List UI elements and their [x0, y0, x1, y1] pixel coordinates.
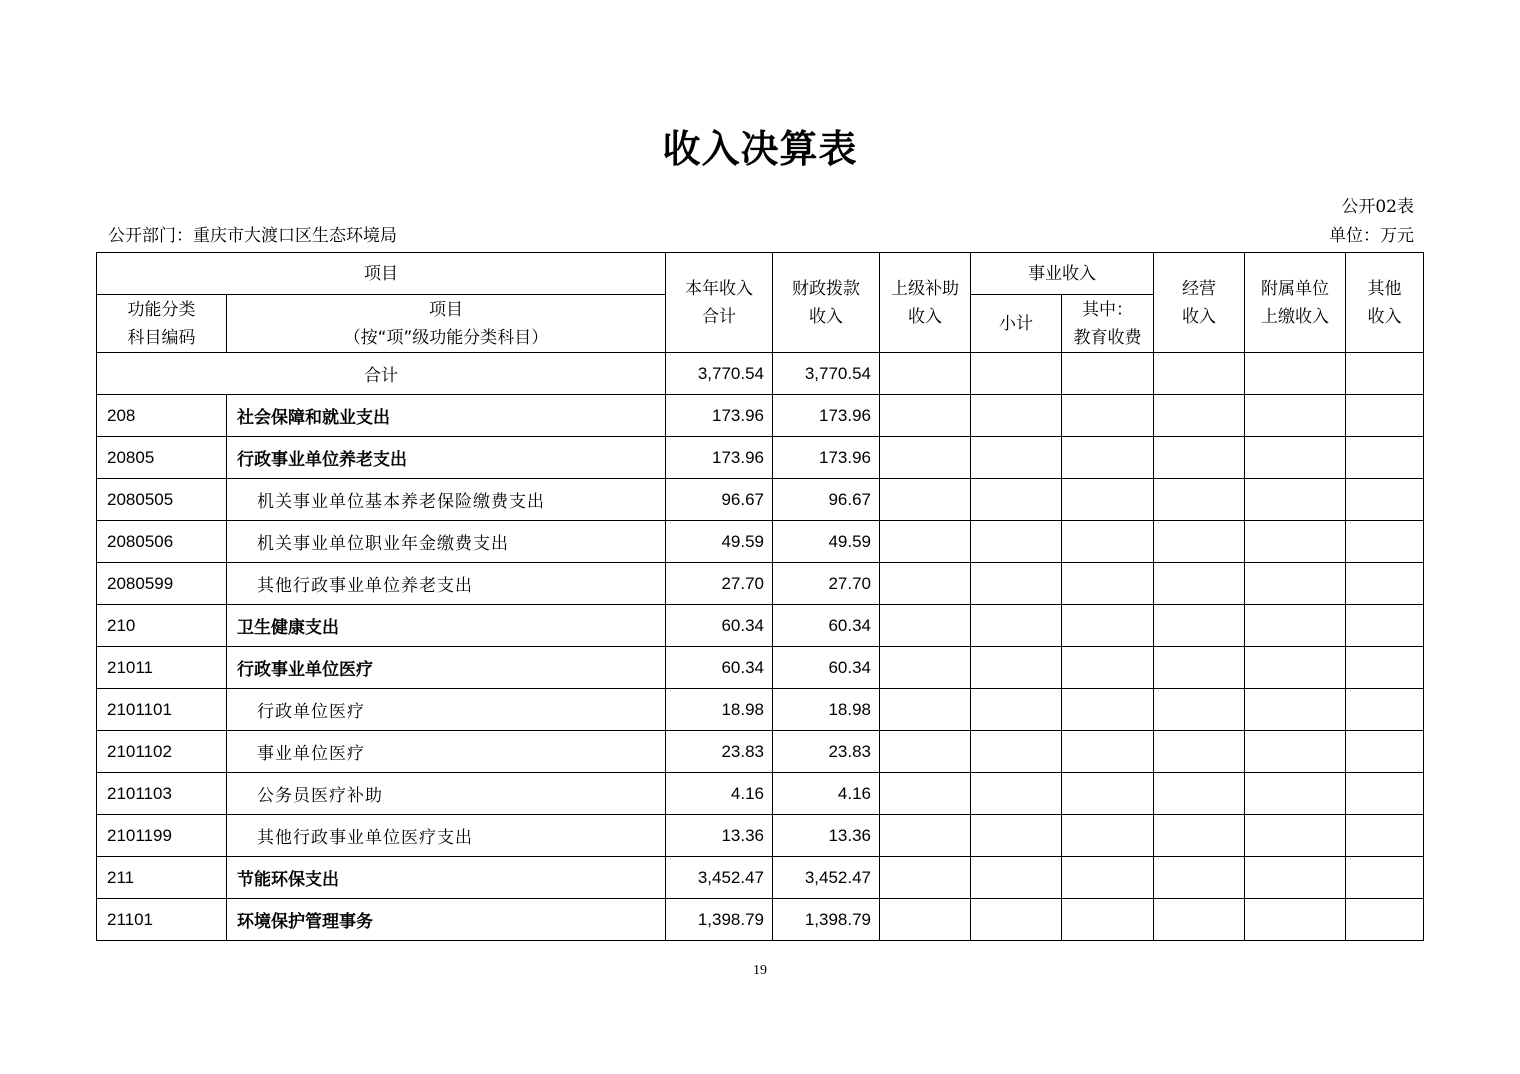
- row-other: [1346, 857, 1424, 899]
- header-project-group: [97, 253, 666, 295]
- row-subsidy: [880, 437, 971, 479]
- header-code-line1: 功能分类: [127, 299, 196, 320]
- row-business-edu: [1062, 857, 1154, 899]
- row-affiliated: [1245, 773, 1346, 815]
- row-other: [1346, 731, 1424, 773]
- row-business-subtotal: [971, 857, 1062, 899]
- row-affiliated: [1245, 647, 1346, 689]
- row-business-subtotal: [971, 647, 1062, 689]
- row-operating: [1154, 731, 1245, 773]
- row-subsidy: [880, 563, 971, 605]
- header-operating: [1154, 253, 1245, 353]
- row-subsidy: [880, 689, 971, 731]
- row-business-subtotal: [971, 563, 1062, 605]
- row-total: 4.16: [666, 773, 773, 815]
- row-affiliated: [1245, 899, 1346, 941]
- row-total: 60.34: [666, 605, 773, 647]
- header-business-edu-line1: 其中：: [1082, 299, 1133, 320]
- row-affiliated: [1245, 437, 1346, 479]
- table-row: [97, 815, 1424, 857]
- table-row: [97, 647, 1424, 689]
- table-row: [97, 437, 1424, 479]
- header-subsidy-line1: 上级补助: [891, 278, 959, 299]
- row-total: 13.36: [666, 815, 773, 857]
- row-code: 20805: [97, 437, 227, 479]
- total-row-operating: [1154, 353, 1245, 395]
- row-affiliated: [1245, 521, 1346, 563]
- row-affiliated: [1245, 857, 1346, 899]
- row-business-edu: [1062, 521, 1154, 563]
- row-fiscal: 23.83: [773, 731, 880, 773]
- row-subsidy: [880, 605, 971, 647]
- header-other-line1: 其他: [1367, 278, 1402, 299]
- total-row-label: 合计: [97, 353, 666, 395]
- row-operating: [1154, 647, 1245, 689]
- row-fiscal: 60.34: [773, 647, 880, 689]
- row-fiscal: 173.96: [773, 437, 880, 479]
- page-number: 19: [753, 963, 767, 978]
- row-subsidy: [880, 857, 971, 899]
- row-affiliated: [1245, 731, 1346, 773]
- row-business-edu: [1062, 479, 1154, 521]
- row-business-edu: [1062, 815, 1154, 857]
- row-business-edu: [1062, 563, 1154, 605]
- row-business-edu: [1062, 605, 1154, 647]
- row-code: 2101103: [97, 773, 227, 815]
- row-business-edu: [1062, 773, 1154, 815]
- row-name: 机关事业单位基本养老保险缴费支出: [227, 479, 666, 521]
- row-name: 行政单位医疗: [227, 689, 666, 731]
- header-business-subtotal-label: 小计: [999, 313, 1033, 334]
- row-name: 公务员医疗补助: [227, 773, 666, 815]
- row-total: 1,398.79: [666, 899, 773, 941]
- row-other: [1346, 899, 1424, 941]
- row-fiscal: 27.70: [773, 563, 880, 605]
- header-project-group-label: 项目: [364, 263, 398, 284]
- row-subsidy: [880, 731, 971, 773]
- row-name: 卫生健康支出: [227, 605, 666, 647]
- row-affiliated: [1245, 563, 1346, 605]
- row-code: 2101199: [97, 815, 227, 857]
- row-business-edu: [1062, 689, 1154, 731]
- row-affiliated: [1245, 689, 1346, 731]
- row-fiscal: 18.98: [773, 689, 880, 731]
- row-business-edu: [1062, 647, 1154, 689]
- row-name: 其他行政事业单位养老支出: [227, 563, 666, 605]
- row-affiliated: [1245, 395, 1346, 437]
- row-total: 49.59: [666, 521, 773, 563]
- row-fiscal: 60.34: [773, 605, 880, 647]
- row-code: 2080505: [97, 479, 227, 521]
- row-total: 60.34: [666, 647, 773, 689]
- table-body: [97, 353, 1424, 941]
- row-subsidy: [880, 647, 971, 689]
- row-other: [1346, 437, 1424, 479]
- row-subsidy: [880, 395, 971, 437]
- row-affiliated: [1245, 815, 1346, 857]
- row-other: [1346, 479, 1424, 521]
- row-operating: [1154, 857, 1245, 899]
- row-code: 208: [97, 395, 227, 437]
- row-name: 节能环保支出: [227, 857, 666, 899]
- row-other: [1346, 689, 1424, 731]
- header-affiliated-line2: 上缴收入: [1261, 306, 1329, 327]
- header-name-line2: （按“项”级功能分类科目）: [343, 327, 549, 348]
- header-business-subtotal: [971, 295, 1062, 353]
- row-operating: [1154, 689, 1245, 731]
- row-operating: [1154, 563, 1245, 605]
- table-row: [97, 479, 1424, 521]
- row-other: [1346, 395, 1424, 437]
- row-fiscal: 49.59: [773, 521, 880, 563]
- row-fiscal: 96.67: [773, 479, 880, 521]
- row-fiscal: 1,398.79: [773, 899, 880, 941]
- row-business-subtotal: [971, 815, 1062, 857]
- total-row: [97, 353, 1424, 395]
- row-name: 其他行政事业单位医疗支出: [227, 815, 666, 857]
- row-code: 2101101: [97, 689, 227, 731]
- form-number: 公开02表: [1341, 197, 1414, 217]
- row-code: 210: [97, 605, 227, 647]
- row-subsidy: [880, 815, 971, 857]
- total-row-business-subtotal: [971, 353, 1062, 395]
- row-operating: [1154, 773, 1245, 815]
- header-subsidy-line2: 收入: [908, 306, 942, 327]
- row-subsidy: [880, 899, 971, 941]
- row-subsidy: [880, 479, 971, 521]
- row-business-edu: [1062, 437, 1154, 479]
- row-other: [1346, 647, 1424, 689]
- header-total: [666, 253, 773, 353]
- row-other: [1346, 563, 1424, 605]
- table-row: [97, 899, 1424, 941]
- row-total: 3,452.47: [666, 857, 773, 899]
- header-business-edu: [1062, 295, 1154, 353]
- row-name: 机关事业单位职业年金缴费支出: [227, 521, 666, 563]
- row-other: [1346, 815, 1424, 857]
- row-name: 行政事业单位医疗: [227, 647, 666, 689]
- row-total: 173.96: [666, 395, 773, 437]
- header-fiscal: [773, 253, 880, 353]
- table-row: [97, 731, 1424, 773]
- row-operating: [1154, 899, 1245, 941]
- row-business-subtotal: [971, 773, 1062, 815]
- total-row-total: 3,770.54: [666, 353, 773, 395]
- header-business-group: [971, 253, 1154, 295]
- header-other-line2: 收入: [1367, 306, 1402, 327]
- table-row: [97, 521, 1424, 563]
- header-code: [97, 295, 227, 353]
- row-code: 21011: [97, 647, 227, 689]
- row-fiscal: 173.96: [773, 395, 880, 437]
- row-code: 211: [97, 857, 227, 899]
- row-other: [1346, 605, 1424, 647]
- row-operating: [1154, 437, 1245, 479]
- row-total: 23.83: [666, 731, 773, 773]
- row-code: 2080506: [97, 521, 227, 563]
- row-other: [1346, 773, 1424, 815]
- row-code: 2101102: [97, 731, 227, 773]
- row-other: [1346, 521, 1424, 563]
- table-row: [97, 857, 1424, 899]
- page-title: 收入决算表: [662, 127, 858, 171]
- row-subsidy: [880, 773, 971, 815]
- row-total: 27.70: [666, 563, 773, 605]
- row-affiliated: [1245, 605, 1346, 647]
- table-header: [97, 253, 1424, 353]
- header-name-line1: 项目: [429, 299, 463, 320]
- table-row: [97, 689, 1424, 731]
- row-total: 96.67: [666, 479, 773, 521]
- row-code: 2080599: [97, 563, 227, 605]
- row-business-edu: [1062, 395, 1154, 437]
- header-total-line2: 合计: [702, 306, 736, 327]
- row-operating: [1154, 395, 1245, 437]
- header-code-line2: 科目编码: [127, 327, 196, 348]
- row-total: 173.96: [666, 437, 773, 479]
- row-fiscal: 13.36: [773, 815, 880, 857]
- row-business-subtotal: [971, 479, 1062, 521]
- row-business-subtotal: [971, 731, 1062, 773]
- table-row: [97, 605, 1424, 647]
- row-fiscal: 3,452.47: [773, 857, 880, 899]
- income-table: [96, 252, 1424, 941]
- total-row-fiscal: 3,770.54: [773, 353, 880, 395]
- header-affiliated-line1: 附属单位: [1261, 278, 1329, 299]
- row-subsidy: [880, 521, 971, 563]
- header-business-edu-line2: 教育收费: [1073, 327, 1142, 348]
- header-other: [1346, 253, 1424, 353]
- row-fiscal: 4.16: [773, 773, 880, 815]
- total-row-business-edu: [1062, 353, 1154, 395]
- row-operating: [1154, 479, 1245, 521]
- row-business-edu: [1062, 731, 1154, 773]
- row-business-subtotal: [971, 437, 1062, 479]
- row-business-subtotal: [971, 395, 1062, 437]
- row-business-subtotal: [971, 899, 1062, 941]
- header-business-group-label: 事业收入: [1028, 263, 1096, 284]
- total-row-affiliated: [1245, 353, 1346, 395]
- row-name: 社会保障和就业支出: [227, 395, 666, 437]
- total-row-other: [1346, 353, 1424, 395]
- row-business-subtotal: [971, 521, 1062, 563]
- header-subsidy: [880, 253, 971, 353]
- header-name: [227, 295, 666, 353]
- row-code: 21101: [97, 899, 227, 941]
- header-fiscal-line2: 收入: [809, 306, 843, 327]
- table-row: [97, 773, 1424, 815]
- row-name: 事业单位医疗: [227, 731, 666, 773]
- unit-label: 单位：万元: [1329, 226, 1414, 246]
- row-name: 环境保护管理事务: [227, 899, 666, 941]
- table-row: [97, 563, 1424, 605]
- row-operating: [1154, 521, 1245, 563]
- header-total-line1: 本年收入: [685, 278, 753, 299]
- department-label: 公开部门：重庆市大渡口区生态环境局: [108, 226, 397, 246]
- row-operating: [1154, 815, 1245, 857]
- header-operating-line2: 收入: [1182, 306, 1216, 327]
- row-operating: [1154, 605, 1245, 647]
- table-row: [97, 395, 1424, 437]
- header-affiliated: [1245, 253, 1346, 353]
- row-business-subtotal: [971, 605, 1062, 647]
- total-row-subsidy: [880, 353, 971, 395]
- row-business-subtotal: [971, 689, 1062, 731]
- header-fiscal-line1: 财政拨款: [792, 278, 860, 299]
- row-affiliated: [1245, 479, 1346, 521]
- header-operating-line1: 经营: [1182, 278, 1216, 299]
- row-name: 行政事业单位养老支出: [227, 437, 666, 479]
- row-total: 18.98: [666, 689, 773, 731]
- row-business-edu: [1062, 899, 1154, 941]
